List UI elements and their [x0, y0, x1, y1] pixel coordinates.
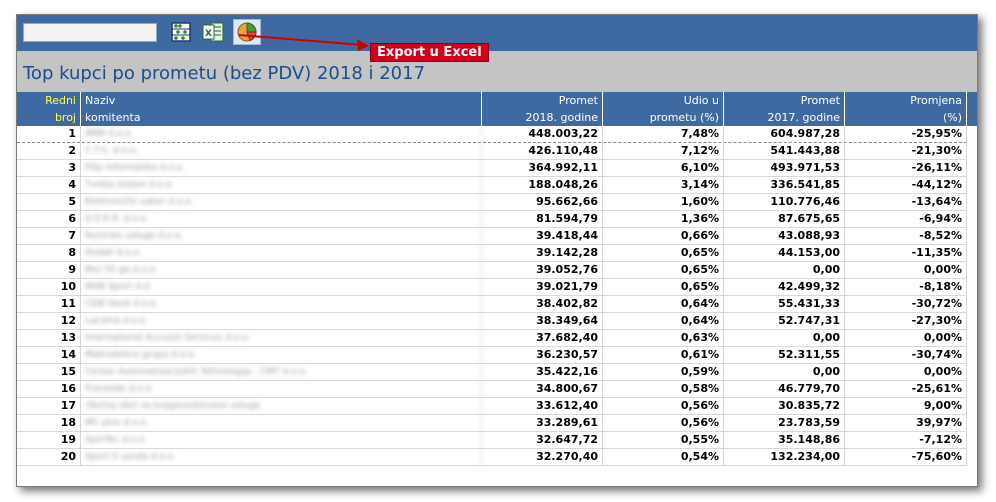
table-row[interactable] — [17, 330, 967, 347]
table-row[interactable] — [17, 194, 967, 211]
cell-rb: 12 — [17, 313, 81, 330]
cell-naziv: C.T.S. d.o.o. — [81, 143, 482, 160]
cell-p17: 42.499,32 — [724, 279, 845, 296]
cell-p17: 35.148,86 — [724, 432, 845, 449]
cell-p17: 336.541,85 — [724, 177, 845, 194]
cell-p17: 52.311,55 — [724, 347, 845, 364]
cell-pr: -21,30% — [845, 143, 967, 160]
cell-rb: 3 — [17, 160, 81, 177]
cell-p18: 364.992,11 — [482, 160, 603, 177]
cell-rb: 19 — [17, 432, 81, 449]
cell-naziv: Dodali d.o.o. — [81, 245, 482, 262]
table-row[interactable] — [17, 432, 967, 449]
cell-p17: 55.431,33 — [724, 296, 845, 313]
cell-udio: 7,12% — [603, 143, 724, 160]
cell-p17: 23.783,59 — [724, 415, 845, 432]
cell-p18: 38.349,64 — [482, 313, 603, 330]
cell-p17: 132.234,00 — [724, 449, 845, 466]
cell-naziv: NNN d.o.o. — [81, 126, 482, 143]
cell-udio: 0,64% — [603, 313, 724, 330]
cell-naziv: MAB Sport d.d. — [81, 279, 482, 296]
cell-udio: 0,65% — [603, 245, 724, 262]
cell-pr: 0,00% — [845, 330, 967, 347]
table-row[interactable] — [17, 279, 967, 296]
cell-udio: 1,60% — [603, 194, 724, 211]
cell-p17: 52.747,31 — [724, 313, 845, 330]
col-header-naziv-line1: Naziv — [85, 94, 116, 107]
col-header-p18-line1: Promet — [558, 94, 598, 107]
cell-udio: 7,48% — [603, 126, 724, 143]
cell-udio: 0,66% — [603, 228, 724, 245]
cell-rb: 7 — [17, 228, 81, 245]
table-row[interactable] — [17, 381, 967, 398]
cell-rb: 16 — [17, 381, 81, 398]
cell-udio: 3,14% — [603, 177, 724, 194]
cell-p18: 39.052,76 — [482, 262, 603, 279]
cell-naziv: Centar Automatizacijskih Tehnologija - CMT d.o.o. — [81, 364, 482, 381]
cell-p18: 448.003,22 — [482, 126, 603, 143]
toolbar — [17, 15, 977, 51]
table-row[interactable] — [17, 228, 967, 245]
cell-rb: 6 — [17, 211, 81, 228]
cell-pr: -25,61% — [845, 381, 967, 398]
cell-udio: 6,10% — [603, 160, 724, 177]
cell-p18: 39.142,28 — [482, 245, 603, 262]
abacus-button[interactable] — [169, 20, 193, 44]
cell-p17: 43.088,93 — [724, 228, 845, 245]
cell-naziv: Fransode d.o.o. — [81, 381, 482, 398]
cell-udio: 0,54% — [603, 449, 724, 466]
cell-p18: 39.418,44 — [482, 228, 603, 245]
export-excel-button[interactable] — [201, 20, 225, 44]
table-row[interactable] — [17, 160, 967, 177]
cell-p18: 32.647,72 — [482, 432, 603, 449]
col-header-udio-line2: prometu (%) — [649, 111, 719, 124]
cell-p18: 34.800,67 — [482, 381, 603, 398]
cell-p18: 188.048,26 — [482, 177, 603, 194]
cell-udio: 0,61% — [603, 347, 724, 364]
cell-p17: 493.971,53 — [724, 160, 845, 177]
cell-pr: -30,72% — [845, 296, 967, 313]
cell-naziv: Tvrtka sistem d.o.o. — [81, 177, 482, 194]
col-header-rb-line2: broj — [54, 111, 76, 124]
table-row[interactable] — [17, 364, 967, 381]
cell-pr: 9,00% — [845, 398, 967, 415]
cell-rb: 10 — [17, 279, 81, 296]
cell-rb: 11 — [17, 296, 81, 313]
cell-pr: -8,52% — [845, 228, 967, 245]
cell-p17: 541.443,88 — [724, 143, 845, 160]
report-window — [16, 14, 978, 487]
table-row[interactable] — [17, 449, 967, 466]
cell-rb: 18 — [17, 415, 81, 432]
cell-naziv: O.S.K.R. d.o.o. — [81, 211, 482, 228]
table-row[interactable] — [17, 296, 967, 313]
cell-rb: 14 — [17, 347, 81, 364]
cell-rb: 8 — [17, 245, 81, 262]
cell-pr: -7,12% — [845, 432, 967, 449]
cell-naziv: SpinTec d.o.o. — [81, 432, 482, 449]
table-row[interactable] — [17, 398, 967, 415]
cell-rb: 20 — [17, 449, 81, 466]
cell-udio: 0,59% — [603, 364, 724, 381]
table-row[interactable] — [17, 126, 967, 143]
cell-naziv: Lacaina d.o.o. — [81, 313, 482, 330]
cell-naziv: Makrodolice grupa d.o.o. — [81, 347, 482, 364]
cell-pr: -27,30% — [845, 313, 967, 330]
grid-header — [17, 92, 977, 126]
cell-p17: 0,00 — [724, 262, 845, 279]
col-header-rb-line1: Redni — [45, 94, 76, 107]
cell-p18: 426.110,48 — [482, 143, 603, 160]
chart-button[interactable] — [233, 19, 261, 45]
cell-pr: 0,00% — [845, 364, 967, 381]
table-row[interactable] — [17, 211, 967, 228]
cell-p18: 33.289,61 — [482, 415, 603, 432]
table-row[interactable] — [17, 143, 967, 160]
cell-udio: 0,56% — [603, 415, 724, 432]
cell-pr: -75,60% — [845, 449, 967, 466]
cell-naziv: CDB Vasili d.o.o. — [81, 296, 482, 313]
cell-naziv: Sport S sanda d.o.o. — [81, 449, 482, 466]
cell-p18: 37.682,40 — [482, 330, 603, 347]
cell-pr: -13,64% — [845, 194, 967, 211]
cell-rb: 4 — [17, 177, 81, 194]
table-row[interactable] — [17, 262, 967, 279]
cell-rb: 15 — [17, 364, 81, 381]
cell-p18: 35.422,16 — [482, 364, 603, 381]
cell-udio: 0,65% — [603, 279, 724, 296]
col-header-pr-line1: Promjena — [910, 94, 962, 107]
table-row[interactable] — [17, 347, 967, 364]
cell-naziv: Kontrolu usluge d.o.o. — [81, 228, 482, 245]
cell-p17: 0,00 — [724, 330, 845, 347]
cell-rb: 9 — [17, 262, 81, 279]
cell-udio: 0,56% — [603, 398, 724, 415]
cell-p18: 81.594,79 — [482, 211, 603, 228]
search-input[interactable] — [23, 23, 157, 42]
cell-p17: 46.779,70 — [724, 381, 845, 398]
cell-pr: -8,18% — [845, 279, 967, 296]
cell-p18: 39.021,79 — [482, 279, 603, 296]
col-header-p17-line2: 2017. godine — [767, 111, 840, 124]
cell-p17: 30.835,72 — [724, 398, 845, 415]
col-header-p17-line1: Promet — [800, 94, 840, 107]
cell-p17: 0,00 — [724, 364, 845, 381]
cell-rb: 2 — [17, 143, 81, 160]
cell-pr: -30,74% — [845, 347, 967, 364]
page-title: Top kupci po prometu (bez PDV) 2018 i 2017 — [23, 63, 426, 84]
table-row[interactable] — [17, 313, 967, 330]
svg-text:X: X — [205, 29, 212, 39]
cell-naziv: International Account Services d.o.o. — [81, 330, 482, 347]
cell-pr: 39,97% — [845, 415, 967, 432]
cell-pr: 0,00% — [845, 262, 967, 279]
cell-naziv: Elektronički sabor d.o.o. — [81, 194, 482, 211]
cell-udio: 0,55% — [603, 432, 724, 449]
cell-rb: 1 — [17, 126, 81, 143]
export-annotation-label: Export u Excel — [370, 43, 489, 62]
cell-p18: 95.662,66 — [482, 194, 603, 211]
cell-pr: -26,11% — [845, 160, 967, 177]
cell-p18: 36.230,57 — [482, 347, 603, 364]
col-header-udio-line1: Udio u — [683, 94, 719, 107]
abacus-icon — [171, 22, 191, 42]
col-header-promet-2018[interactable] — [482, 92, 603, 126]
cell-pr: -25,95% — [845, 126, 967, 143]
cell-p17: 44.153,00 — [724, 245, 845, 262]
cell-udio: 0,64% — [603, 296, 724, 313]
table-row[interactable] — [17, 415, 967, 432]
cell-udio: 0,58% — [603, 381, 724, 398]
excel-icon — [202, 21, 224, 43]
cell-naziv: Obrtna obrt za knjigovodstvene usluge — [81, 398, 482, 415]
cell-p17: 110.776,46 — [724, 194, 845, 211]
cell-pr: -11,35% — [845, 245, 967, 262]
cell-udio: 0,63% — [603, 330, 724, 347]
cell-naziv: Filip informatika d.o.o. — [81, 160, 482, 177]
col-header-udio[interactable] — [603, 92, 724, 126]
cell-p18: 33.612,40 — [482, 398, 603, 415]
cell-naziv: Bez 50 ga d.o.o. — [81, 262, 482, 279]
cell-rb: 5 — [17, 194, 81, 211]
data-grid — [17, 92, 977, 487]
cell-rb: 13 — [17, 330, 81, 347]
col-header-naziv-line2: komitenta — [85, 111, 141, 124]
col-header-p18-line2: 2018. godine — [525, 111, 598, 124]
cell-p18: 38.402,82 — [482, 296, 603, 313]
cell-pr: -6,94% — [845, 211, 967, 228]
col-header-pr-line2: (%) — [942, 111, 962, 124]
col-header-promet-2017[interactable] — [724, 92, 845, 126]
cell-naziv: MC plus d.o.o. — [81, 415, 482, 432]
col-header-naziv[interactable] — [81, 92, 482, 126]
cell-rb: 17 — [17, 398, 81, 415]
cell-udio: 0,65% — [603, 262, 724, 279]
col-header-promjena[interactable] — [845, 92, 967, 126]
cell-p18: 32.270,40 — [482, 449, 603, 466]
table-row[interactable] — [17, 177, 967, 194]
cell-p17: 87.675,65 — [724, 211, 845, 228]
table-row[interactable] — [17, 245, 967, 262]
cell-udio: 1,36% — [603, 211, 724, 228]
cell-pr: -44,12% — [845, 177, 967, 194]
col-header-rb[interactable] — [17, 92, 81, 126]
cell-p17: 604.987,28 — [724, 126, 845, 143]
pie-chart-icon — [236, 21, 258, 43]
